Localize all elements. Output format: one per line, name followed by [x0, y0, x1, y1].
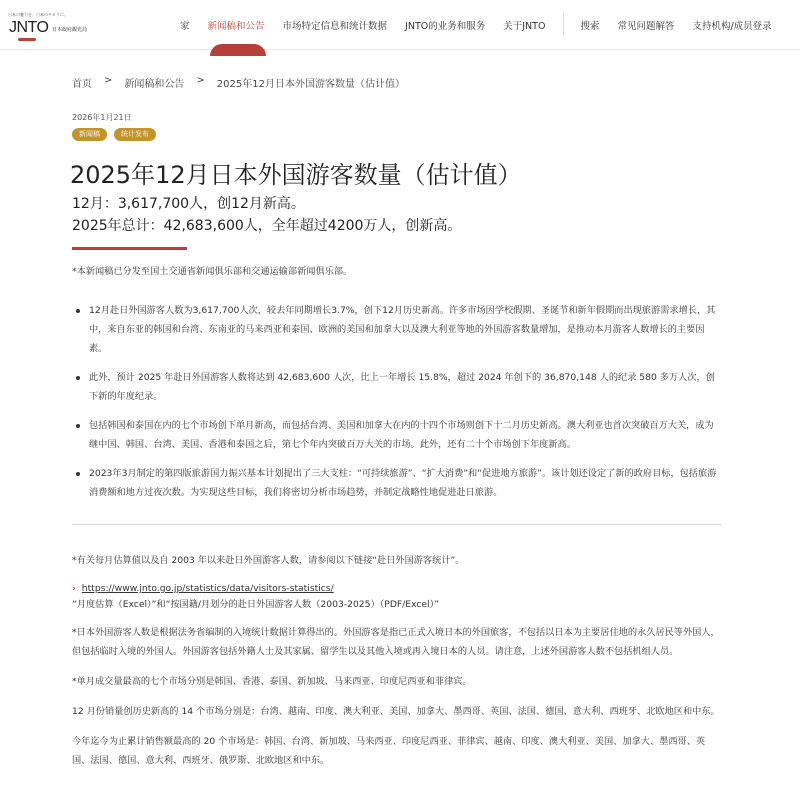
ytd-high-note: 今年迄今为止累计销售额最高的 20 个市场是：韩国、台湾、新加坡、马来西亚、印度尼西亚、菲律宾、越南、印度、澳大利亚、美国、加拿大、墨西哥、英国、法国、德国、意大利、西班牙、俄罗斯、北欧地区和中东。 [72, 736, 706, 766]
logo-brand: JNTO [9, 19, 49, 36]
active-nav-indicator [210, 44, 266, 56]
main-nav [180, 0, 790, 50]
nav-search[interactable]: 搜索 [580, 21, 600, 32]
nav-about[interactable]: 关于JNTO [503, 21, 546, 32]
page-title: 2025年12月日本外国游客数量（估计值） [70, 161, 522, 189]
december-high-note: 12 月份销量创历史新高的 14 个市场分别是：台湾、越南、印度、澳大利亚、美国、加拿大、墨西哥、英国、法国、德国、意大利、西班牙、北欧地区和中东。 [72, 706, 720, 717]
section-divider [72, 524, 722, 525]
nav-news[interactable]: 新闻稿和公告 [207, 21, 265, 32]
breadcrumb-current: 2025年12月日本外国游客数量（估计值） [216, 79, 405, 90]
list-item: 2023年3月制定的第四版旅游国力振兴基本计划提出了三大支柱：“可持续旅游”、“扩大消费”和“促进地方旅游”。该计划还设定了新的政府目标，包括旅游消费额和地方过夜次数。为实现这些目标，我们将密切分析市场趋势，并制定战略性地促进赴日旅游。 [72, 464, 722, 502]
breadcrumb-separator: > [196, 75, 205, 86]
nav-member-login[interactable]: 支持机构/成员登录 [692, 21, 772, 32]
breadcrumb [72, 75, 405, 90]
monthly-high-note: *单月成交量最高的七个市场分别是韩国、香港、泰国、新加坡、马来西亚、印度尼西亚和菲律宾。 [72, 676, 472, 687]
list-item: 此外，预计 2025 年赴日外国游客人数将达到 42,683,600 人次，比上一年增长 15.8%，超过 2024 年创下的 36,870,148 人的纪录 580 多万人次，创下新的年度纪录。 [72, 368, 722, 406]
nav-home[interactable]: 家 [180, 21, 190, 32]
subtitle-annual: 2025年总计：42,683,600人，全年超过4200万人，创新高。 [72, 218, 462, 234]
tag-statistics[interactable]: 统计发布 [114, 128, 156, 141]
highlights-list [72, 301, 722, 502]
breadcrumb-home[interactable]: 首页 [72, 79, 92, 90]
excel-note: “月度估算（Excel）”和“按国籍/月划分的赴日外国游客人数（2003-2025）（PDF/Excel）” [72, 599, 439, 610]
list-item: 12月赴日外国游客人数为3,617,700人次，较去年同期增长3.7%，创下12月历史新高。许多市场因学校假期、圣诞节和新年假期而出现旅游需求增长，其中，来自东亚的韩国和台湾、东南亚的马来西亚和泰国、欧洲的美国和加拿大以及澳大利亚等地的外国游客数量增加，是推动本月游客人数增长的主要因素。 [72, 301, 722, 358]
publish-date: 2026年1月21日 [72, 113, 132, 122]
title-underline [72, 247, 187, 250]
article-body [72, 262, 722, 781]
nav-faq[interactable]: 常见问题解答 [617, 21, 675, 32]
nav-divider [563, 13, 564, 37]
stats-link-row [72, 581, 722, 597]
subtitle-december: 12月：3,617,700人，创12月新高。 [72, 196, 305, 212]
distribution-note: *本新闻稿已分发至国土交通省新闻俱乐部和交通运输部新闻俱乐部。 [72, 266, 353, 277]
nav-services[interactable]: JNTO的业务和服务 [405, 21, 486, 32]
tag-list [72, 128, 156, 141]
list-item: 包括韩国和泰国在内的七个市场创下单月新高，而包括台湾、美国和加拿大在内的十四个市场则创下十二月历史新高。澳大利亚也首次突破百万大关，成为继中国、韩国、台湾、美国、香港和泰国之后，第七个年内突破百万大关的市场。此外，还有二十个市场创下年度新高。 [72, 416, 722, 454]
tag-press-release[interactable]: 新闻稿 [72, 128, 107, 141]
breadcrumb-news[interactable]: 新闻稿和公告 [124, 79, 185, 90]
logo-tagline: 日本の魅力を、日本のチカラに。 [8, 12, 68, 17]
visitor-statistics-link[interactable]: https://www.jnto.go.jp/statistics/data/visitors-statistics/ [81, 583, 334, 594]
stats-note: *有关每月估算值以及自 2003 年以来赴日外国游客人数，请参阅以下链接“赴日外国游客统计”。 [72, 555, 465, 566]
definition-note: *日本外国游客人数是根据法务省编制的入境统计数据计算得出的。外国游客是指已正式入境日本的外国旅客，不包括以日本为主要居住地的永久居民等外国人，但包括临时入境的外国人。外国游客包括外籍人士及其家属、留学生以及其他入境或再入境日本的人员。请注意，上述外国游客人数不包括机组人员。 [72, 627, 720, 657]
logo-arc [18, 38, 36, 41]
logo-org: 日本政府観光局 [52, 27, 88, 33]
site-header [0, 0, 800, 50]
chevron-right-icon: › [72, 583, 76, 594]
breadcrumb-separator: > [104, 75, 113, 86]
jnto-logo[interactable] [6, 12, 106, 46]
nav-statistics[interactable]: 市场特定信息和统计数据 [282, 21, 388, 32]
